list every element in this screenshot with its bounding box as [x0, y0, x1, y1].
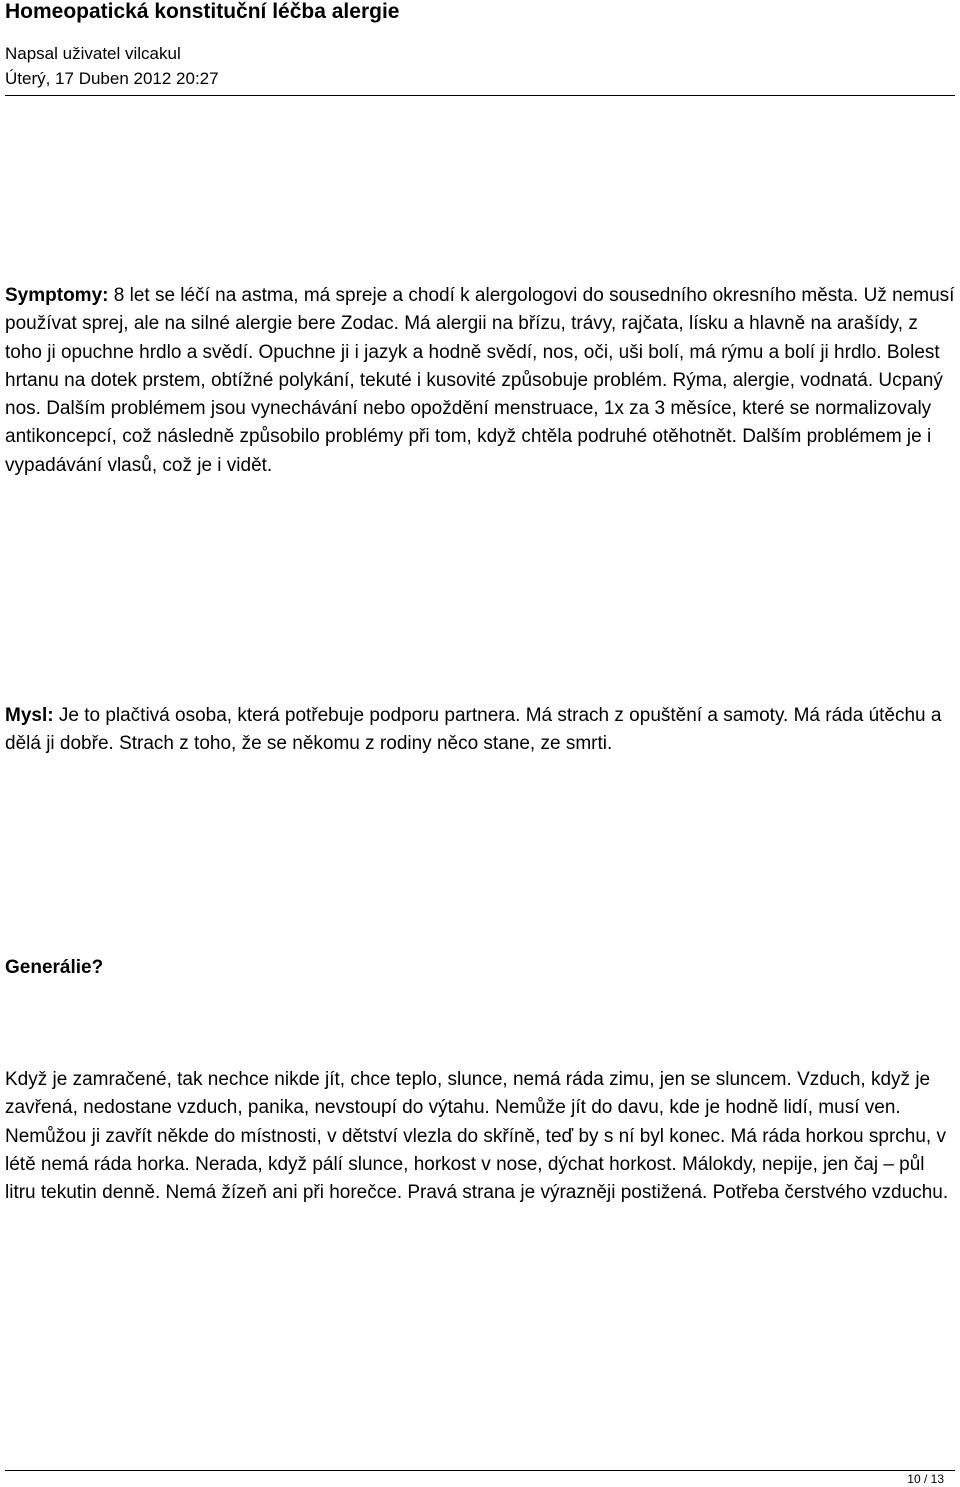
- page-number: 10 / 13: [907, 1472, 944, 1486]
- article-title: Homeopatická konstituční léčba alergie: [5, 0, 400, 23]
- generalie-paragraph: [5, 1066, 955, 1207]
- footer-divider: [5, 1470, 955, 1471]
- mysl-label: Mysl:: [5, 705, 54, 726]
- mysl-text: Je to plačtivá osoba, která potřebuje podporu partnera. Má strach z opuštění a samoty. Má ráda útěchu a dělá ji dobře. Strach z toho, že se někomu z rodiny něco stane, ze smrti.: [5, 705, 942, 755]
- author-line: Napsal uživatel vilcakul: [5, 44, 181, 63]
- generalie-text: Když je zamračené, tak nechce nikde jít, chce teplo, slunce, nemá ráda zimu, jen se sluncem. Vzduch, když je zavřená, nedostane vzduch, panika, nevstoupí do výtahu. Nemůže jít do davu, kde je hodně lidí, musí ven. Nemůžou ji zavřít někde do místnosti, v dětství vlezla do skříně, teď by s ní byl konec. Má ráda horkou sprchu, v létě nemá ráda horka. Nerada, když pálí slunce, horkost v nose, dýchat horkost. Málokdy, nepije, jen čaj – půl litru tekutin denně. Nemá žízeň ani při horečce. Pravá strana je výrazněji postižená. Potřeba čerstvého vzduchu.: [5, 1069, 949, 1204]
- mysl-paragraph: [5, 702, 955, 759]
- symptomy-text: 8 let se léčí na astma, má spreje a chodí k alergologovi do sousedního okresního města. Už nemusí používat sprej, ale na silné alergie bere Zodac. Má alergii na břízu, trávy, rajčata, lísku a hlavně na arašídy, z toho ji opuchne hrdlo a svědí. Opuchne ji i jazyk a hodně svědí, nos, oči, uši bolí, má rýmu a bolí ji hrdlo. Bolest hrtanu na dotek prstem, obtížné polykání, tekuté i kusovité způsobuje problém. Rýma, alergie, vodnatá. Ucpaný nos. Dalším problémem jsou vynechávání nebo opoždění menstruace, 1x za 3 měsíce, které se normalizovaly antikoncepcí, což následně způsobilo problémy při tom, když chtěla podruhé otěhotnět. Dalším problémem je i vypadávání vlasů, což je i vidět.: [5, 285, 955, 476]
- header-divider: [5, 95, 955, 96]
- date-line: Úterý, 17 Duben 2012 20:27: [5, 69, 219, 88]
- symptomy-label: Symptomy:: [5, 285, 109, 306]
- symptomy-paragraph: [5, 282, 955, 480]
- generalie-heading: Generálie?: [5, 957, 104, 978]
